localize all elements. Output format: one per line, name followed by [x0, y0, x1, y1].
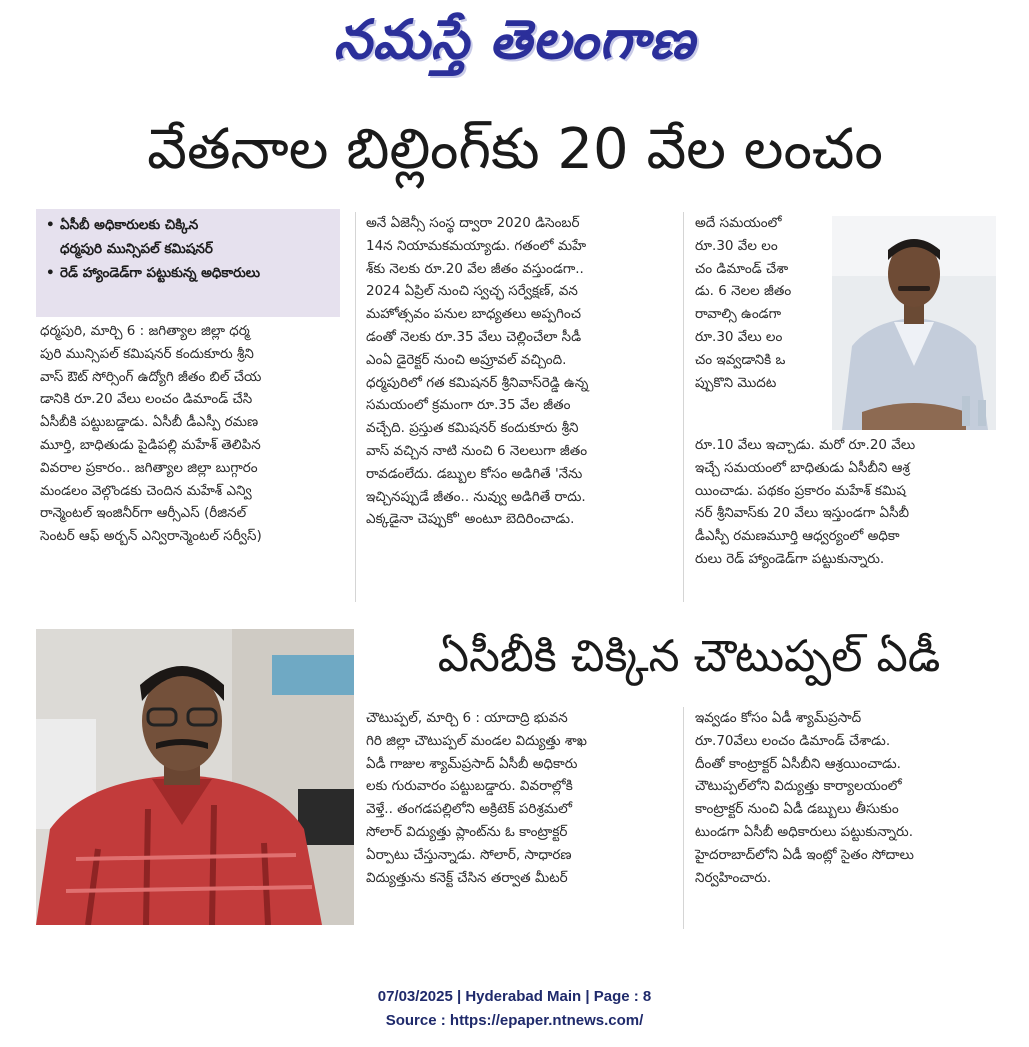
text-line: ధర్మపురిలో గత కమిషనర్ శ్రీనివాస్‌రెడ్డి ఉన్న [366, 374, 589, 391]
text-line: వచ్చేది. ప్రస్తుత కమిషనర్ కందుకూరు శ్రీని [366, 420, 579, 437]
summary-item: ధర్మపురి మున్సిపల్ కమిషనర్ [60, 241, 213, 257]
story1-column-3-bottom [695, 434, 999, 571]
story1-column-1 [40, 320, 340, 548]
text-line: చౌటుప్పల్‌లోని విద్యుత్తు కార్యాలయంలో [695, 778, 902, 795]
text-line: సెంటర్ ఆఫ్ అర్బన్ ఎన్విరాన్మెంటల్ సర్వీస్) [40, 528, 262, 545]
text-line: డు. 6 నెలల జీతం [695, 283, 792, 300]
text-line: ఇవ్వడం కోసం ఏడీ శ్యామ్‌ప్రసాద్ [695, 710, 862, 726]
column-divider [355, 212, 356, 602]
text-line: టుండగా ఏసీబీ అధికారులు పట్టుకున్నారు. [695, 823, 914, 840]
text-line: విద్యుత్తును కనెక్ట్ చేసిన తర్వాత మీటర్ [366, 869, 568, 886]
masthead [0, 0, 1029, 92]
text-line: రావడంలేదు. డబ్బుల కోసం అడిగితే 'నేను [366, 465, 583, 482]
text-line: ఏసీబీకి పట్టుబడ్డాడు. ఏసీబీ డీఎస్పీ రమణ [40, 414, 259, 431]
text-line: మహోత్సవం పనుల బాధ్యతలు అప్పగించ [366, 306, 581, 323]
text-line: చౌటుప్పల్, మార్చి 6 : యాదాద్రి భువన [366, 710, 568, 726]
text-line: రూ.30 వేల లం [695, 237, 778, 254]
text-line: చం డిమాండ్ చేశా [695, 260, 789, 277]
page-footer [0, 985, 1029, 1033]
text-line: కాంట్రాక్టర్ నుంచి ఏడీ డబ్బులు తీసుకుం [695, 801, 899, 818]
summary-item: • రెడ్ హ్యాండెడ్‌గా పట్టుకున్న అధికారులు [46, 265, 261, 281]
text-line: హైదరాబాద్‌లోని ఏడీ ఇంట్లో సైతం సోదాలు [695, 846, 914, 863]
text-line: ఇచ్చినప్పుడే జీతం.. నువ్వు అడిగితే రాదు. [366, 488, 586, 505]
text-line: రూ.30 వేలు లం [695, 328, 783, 345]
text-line: ఇచ్చే సమయంలో బాధితుడు ఏసీబీని ఆశ్ర [695, 459, 910, 476]
story1-headline: వేతనాల బిల్లింగ్‌కు 20 వేల లంచం [147, 117, 883, 182]
text-line: లకు గురువారం పట్టుబడ్డారు. వివరాల్లోకి [366, 778, 573, 795]
text-line: మూర్తి, బాధితుడు పైడిపల్లి మహేశ్ తెలిపిన [40, 436, 261, 453]
text-line: చం ఇవ్వడానికి ఒ [695, 351, 786, 368]
text-line: వెళ్తే.. తంగడపల్లిలోని అక్రిటెక్ పరిశ్రమలో [366, 801, 573, 818]
text-line: నర్ శ్రీనివాస్‌కు 20 వేలు ఇస్తుండగా ఏసీబీ [695, 505, 909, 522]
text-line: ఎక్కడైనా చెప్పుకో' అంటూ బెదిరించాడు. [366, 511, 575, 528]
text-line: మండలం వెల్గొండకు చెందిన మహేశ్ ఎన్వి [40, 482, 252, 499]
summary-item: • ఏసీబీ అధికారులకు చిక్కిన [46, 217, 199, 233]
text-line: రాన్మెంటల్ ఇంజినీర్‌గా ఆర్సీఎస్ (రీజినల్ [40, 505, 247, 522]
text-line: ధర్మపురి, మార్చి 6 : జగిత్యాల జిల్లా ధర్మ [40, 323, 250, 339]
text-line: డానికి రూ.20 వేలు లంచం డిమాండ్ చేసి [40, 391, 253, 408]
story1-photo [832, 216, 996, 430]
masthead-title: నమస్తే తెలంగాణ [333, 7, 696, 71]
text-line: సమయంలో క్రమంగా రూ.35 వేల జీతం [366, 397, 571, 414]
column-divider [683, 707, 684, 929]
text-line: శ్‌కు నెలకు రూ.20 వేల జీతం వస్తుండగా.. [366, 260, 584, 277]
text-line: ఏడీ గాజుల శ్యామ్‌ప్రసాద్ ఏసీబీ అధికారు [366, 755, 578, 772]
text-line: వివరాల ప్రకారం.. జగిత్యాల జిల్లా బుగ్గారం [40, 459, 258, 476]
story2-photo [36, 629, 354, 925]
text-line: సోలార్ విద్యుత్తు ప్లాంట్‌ను ఓ కాంట్రాక్టర్ [366, 823, 568, 840]
story2-headline: ఏసీబీకి చిక్కిన చౌటుప్పల్ ఏడీ [437, 631, 941, 682]
text-line: డీఎస్పీ రమణమూర్తి ఆధ్వర్యంలో అధికా [695, 528, 900, 545]
text-line: ఎంఏ డైరెక్టర్ నుంచి అప్రూవల్ వచ్చింది. [366, 351, 567, 368]
story2-column-2 [695, 707, 999, 889]
text-line: పురి మున్సిపల్ కమిషనర్ కందుకూరు శ్రీని [40, 345, 254, 362]
column-divider [683, 212, 684, 602]
text-line: 2024 ఏప్రిల్ నుంచి స్వచ్ఛ సర్వేక్షణ్, వన [366, 283, 578, 300]
text-line: యించాడు. పథకం ప్రకారం మహేశ్ కమిష [695, 482, 906, 499]
text-line: అదే సమయంలో [695, 215, 782, 231]
story2-column-1 [366, 707, 670, 889]
footer-source: Source : https://epaper.ntnews.com/ [385, 1012, 644, 1029]
text-line: ఏర్పాటు చేస్తున్నాడు. సోలార్, సాధారణ [366, 846, 572, 863]
text-line: వాస్ ఔట్ సోర్సింగ్ ఉద్యోగి జీతం బిల్ చేయ [40, 368, 262, 385]
text-line: రూ.70వేలు లంచం డిమాండ్ చేశాడు. [695, 732, 891, 749]
footer-dateline: 07/03/2025 | Hyderabad Main | Page : 8 [377, 988, 652, 1005]
text-line: 14న నియామకమయ్యాడు. గతంలో మహే [366, 237, 587, 254]
text-line: డంతో నెలకు రూ.35 వేలు చెల్లించేలా సీడీ [366, 328, 582, 345]
text-line: గిరి జిల్లా చౌటుప్పల్ మండల విద్యుత్తు శాఖ [366, 732, 587, 749]
text-line: అనే ఏజెన్సీ సంస్థ ద్వారా 2020 డిసెంబర్ [366, 215, 580, 231]
text-line: దీంతో కాంట్రాక్టర్ ఏసీబీని ఆశ్రయించాడు. [695, 755, 901, 772]
text-line: నిర్వహించారు. [695, 869, 772, 886]
text-line: రూ.10 వేలు ఇచ్చాడు. మరో రూ.20 వేలు [695, 437, 916, 453]
text-line: రావాల్సి ఉండగా [695, 306, 782, 323]
text-line: ప్పుకొని మొదట [695, 374, 777, 391]
story1-column-3-top [695, 212, 823, 394]
text-line: వాస్ వచ్చిన నాటి నుంచి 6 నెలలుగా జీతం [366, 442, 588, 459]
story1-column-2 [366, 212, 670, 531]
story1-summary-box [36, 209, 340, 317]
text-line: రులు రెడ్ హ్యాండెడ్‌గా పట్టుకున్నారు. [695, 550, 885, 567]
